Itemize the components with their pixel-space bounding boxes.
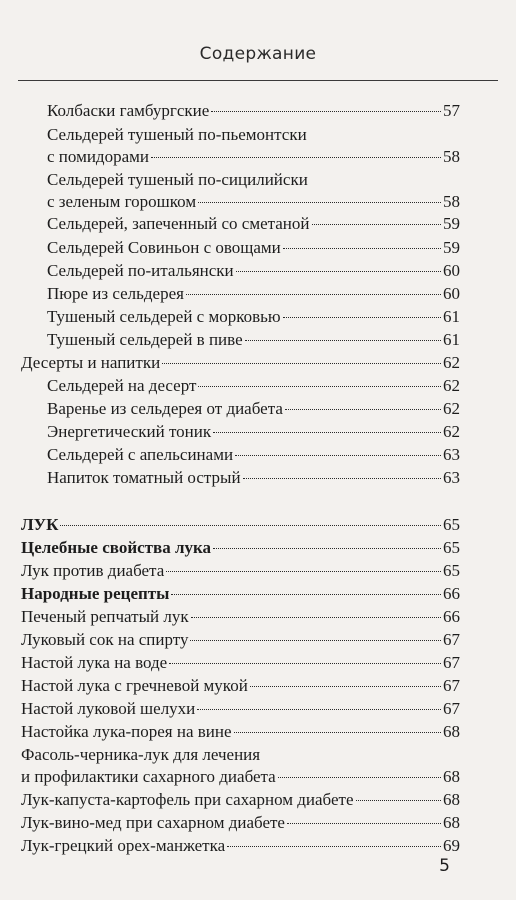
page-ref: 65: [443, 561, 460, 580]
dot-leader: [283, 317, 441, 318]
toc-entry[interactable]: Энергетический тоник 62: [47, 422, 460, 441]
toc-section[interactable]: Целебные свойства лука 65: [21, 538, 460, 557]
toc-entry[interactable]: Настойка лука-порея на вине 68: [21, 722, 460, 741]
toc-entry[interactable]: Тушеный сельдерей в пиве 61: [47, 330, 460, 349]
toc-section[interactable]: Народные рецепты 66: [21, 584, 460, 603]
page-ref: 65: [443, 515, 460, 534]
toc-entry[interactable]: Варенье из сельдерея от диабета 62: [47, 399, 460, 418]
toc-entry[interactable]: Сельдерей на десерт 62: [47, 376, 460, 395]
dot-leader: [250, 686, 441, 687]
page-ref: 57: [443, 101, 460, 120]
dot-leader: [166, 571, 441, 572]
page-ref: 68: [443, 722, 460, 741]
dot-leader: [169, 663, 441, 664]
running-header: Содержание: [199, 44, 317, 64]
dot-leader: [197, 709, 441, 710]
page-ref: 60: [443, 261, 460, 280]
toc-entry[interactable]: Сельдерей с апельсинами 63: [47, 445, 460, 464]
toc-chapter[interactable]: ЛУК 65: [21, 515, 460, 534]
toc-entry[interactable]: Лук-вино-мед при сахарном диабете 68: [21, 813, 460, 832]
toc-entry[interactable]: Десерты и напитки 62: [21, 353, 460, 372]
page-ref: 58: [443, 147, 460, 166]
dot-leader: [171, 594, 441, 595]
toc-entry[interactable]: Лук против диабета 65: [21, 561, 460, 580]
page-ref: 68: [443, 790, 460, 809]
dot-leader: [235, 455, 441, 456]
toc-entry[interactable]: Фасоль-черника-лук для лечения и профилактики сахарного диабета 68: [21, 745, 460, 786]
page-ref: 63: [443, 445, 460, 464]
page-ref: 68: [443, 767, 460, 786]
dot-leader: [186, 294, 441, 295]
toc-entry[interactable]: Печеный репчатый лук 66: [21, 607, 460, 626]
page-ref: 63: [443, 468, 460, 487]
toc-entry[interactable]: Настой лука на воде 67: [21, 653, 460, 672]
dot-leader: [236, 271, 441, 272]
dot-leader: [198, 386, 441, 387]
toc-entry[interactable]: Колбаски гамбургские 57: [47, 101, 460, 120]
page-ref: 67: [443, 653, 460, 672]
dot-leader: [234, 732, 441, 733]
toc-entry[interactable]: Сельдерей Совиньон с овощами 59: [47, 238, 460, 257]
dot-leader: [312, 224, 441, 225]
dot-leader: [285, 409, 441, 410]
dot-leader: [283, 248, 441, 249]
page-ref: 66: [443, 607, 460, 626]
toc-entry[interactable]: Пюре из сельдерея 60: [47, 284, 460, 303]
page-number: 5: [439, 856, 450, 876]
page-ref: 62: [443, 376, 460, 395]
dot-leader: [190, 640, 441, 641]
toc-entry[interactable]: Сельдерей, запеченный со сметаной 59: [47, 214, 460, 233]
toc-entry[interactable]: Сельдерей тушеный по-сицилийски с зеленым горошком 58: [47, 170, 460, 211]
toc-entry[interactable]: Лук-капуста-картофель при сахарном диабете 68: [21, 790, 460, 809]
toc-entry[interactable]: Сельдерей по-итальянски 60: [47, 261, 460, 280]
toc-entry[interactable]: Настой лука с гречневой мукой 67: [21, 676, 460, 695]
page-ref: 66: [443, 584, 460, 603]
page-ref: 59: [443, 214, 460, 233]
page-ref: 67: [443, 630, 460, 649]
page-ref: 58: [443, 192, 460, 211]
dot-leader: [243, 478, 441, 479]
toc-entry[interactable]: Лук-грецкий орех-манжетка 69: [21, 836, 460, 855]
page-ref: 59: [443, 238, 460, 257]
dot-leader: [151, 157, 441, 158]
toc-entry[interactable]: Луковый сок на спирту 67: [21, 630, 460, 649]
page-ref: 68: [443, 813, 460, 832]
toc-entry[interactable]: Тушеный сельдерей с морковью 61: [47, 307, 460, 326]
dot-leader: [191, 617, 441, 618]
toc-entry[interactable]: Сельдерей тушеный по-пьемонтски с помидорами 58: [47, 125, 460, 166]
page-ref: 61: [443, 307, 460, 326]
dot-leader: [60, 525, 441, 526]
page-ref: 62: [443, 353, 460, 372]
toc-entry[interactable]: Настой луковой шелухи 67: [21, 699, 460, 718]
page-ref: 61: [443, 330, 460, 349]
toc-entry[interactable]: Напиток томатный острый 63: [47, 468, 460, 487]
dot-leader: [162, 363, 441, 364]
page-ref: 67: [443, 699, 460, 718]
page-ref: 62: [443, 399, 460, 418]
page-ref: 60: [443, 284, 460, 303]
page-ref: 67: [443, 676, 460, 695]
dot-leader: [211, 111, 441, 112]
page-ref: 69: [443, 836, 460, 855]
page-ref: 62: [443, 422, 460, 441]
dot-leader: [198, 202, 441, 203]
dot-leader: [227, 846, 441, 847]
dot-leader: [213, 548, 441, 549]
dot-leader: [245, 340, 441, 341]
dot-leader: [278, 777, 441, 778]
page-ref: 65: [443, 538, 460, 557]
dot-leader: [287, 823, 441, 824]
dot-leader: [213, 432, 441, 433]
dot-leader: [356, 800, 442, 801]
